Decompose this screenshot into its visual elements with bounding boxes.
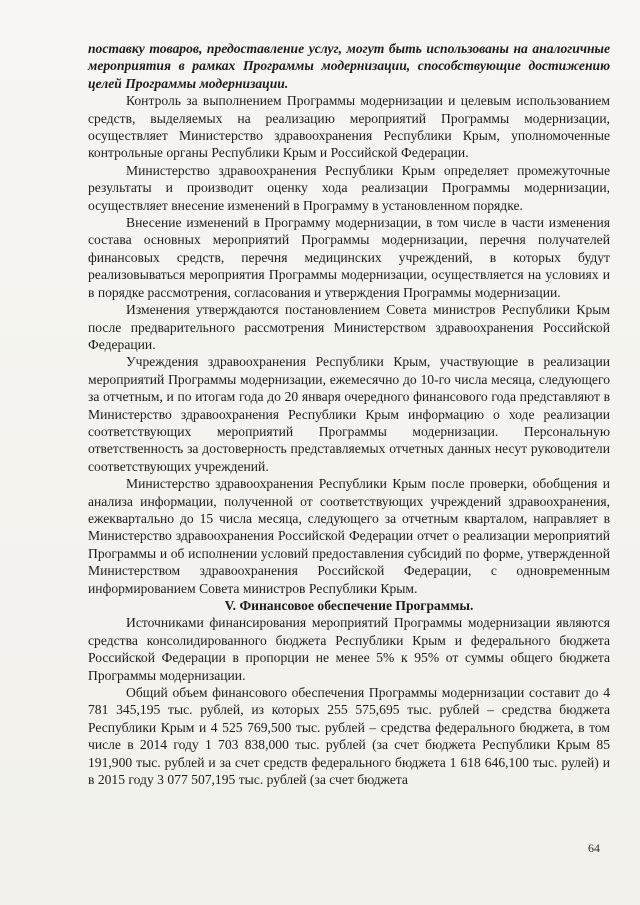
paragraph-continuation: поставку товаров, предоставление услуг, могут быть использованы на аналогичные мероприятия в рамках Программы модернизации, способствующие достижению целей Программы модернизации. xyxy=(88,41,610,91)
paragraph-quarterly-report: Министерство здравоохранения Республики Крым после проверки, обобщения и анализа информации, полученной от соответствующих учреждений здравоохранения, ежеквартально до 15 числа месяца, следующего за отчетным кварталом, направляет в Министерство здравоохранения Российской Федерации отчет о реализации мероприятий Программы и об исполнении условий предоставления субсидий по форме, утвержденной Министерством здравоохранения Российской Федерации, с одновременным информированием Совета министров Республики Крым. xyxy=(88,476,610,596)
paragraph-control: Контроль за выполнением Программы модернизации и целевым использованием средств, выделяемых на реализацию мероприятий Программы модернизации, осуществляет Министерство здравоохранения Республики Крым, уполномоченные контрольные органы Республики Крым и Российской Федерации. xyxy=(88,93,610,161)
paragraph-amendments: Внесение изменений в Программу модернизации, в том числе в части изменения состава основных мероприятий Программы модернизации, перечня получателей финансовых средств, перечня медицинских учреждений, в которых будут реализовываться мероприятия Программы модернизации, осуществляется на условиях и в порядке рассмотрения, согласования и утверждения Программы модернизации. xyxy=(88,215,610,300)
paragraph-approval: Изменения утверждаются постановлением Совета министров Республики Крым после предварительного рассмотрения Министерством здравоохранения Российской Федерации. xyxy=(88,302,610,352)
paragraph-ministry-evaluation: Министерство здравоохранения Республики Крым определяет промежуточные результаты и производит оценку хода реализации Программы модернизации, осуществляет внесение изменений в Программу в установленном порядке. xyxy=(88,162,610,213)
section-heading: V. Финансовое обеспечение Программы. xyxy=(224,598,474,613)
paragraph-reporting: Учреждения здравоохранения Республики Крым, участвующие в реализации мероприятий Программы модернизации, ежемесячно до 10-го числа месяца, следующего за отчетным, и по итогам года до 20 января очередного финансового года представляют в Министерство здравоохранения Республики Крым информацию о ходе реализации соответствующих мероприятий Программы модернизации. Персональную ответственность за достоверность представляемых отчетных данных несут руководители соответствующих учреждений. xyxy=(88,354,610,474)
paragraph-funding-sources: Источниками финансирования мероприятий Программы модернизации являются средства консолидированного бюджета Республики Крым и федерального бюджета Российской Федерации в пропорции не менее 5% к 95% от суммы общего бюджета Программы модернизации. xyxy=(88,615,610,683)
page-number: 64 xyxy=(588,841,600,855)
document-body xyxy=(88,40,610,788)
paragraph-funding-volume: Общий объем финансового обеспечения Программы модернизации составит до 4 781 345,195 тыс. рублей, из которых 255 575,695 тыс. рублей – средства бюджета Республики Крым и 4 525 769,500 тыс. рублей – средства федерального бюджета, в том числе в 2014 году 1 703 838,000 тыс. рублей (за счет бюджета Республики Крым 85 191,900 тыс. рублей и за счет средств федерального бюджета 1 618 646,100 тыс. рулей) и в 2015 году 3 077 507,195 тыс. рублей (за счет бюджета xyxy=(88,685,610,788)
